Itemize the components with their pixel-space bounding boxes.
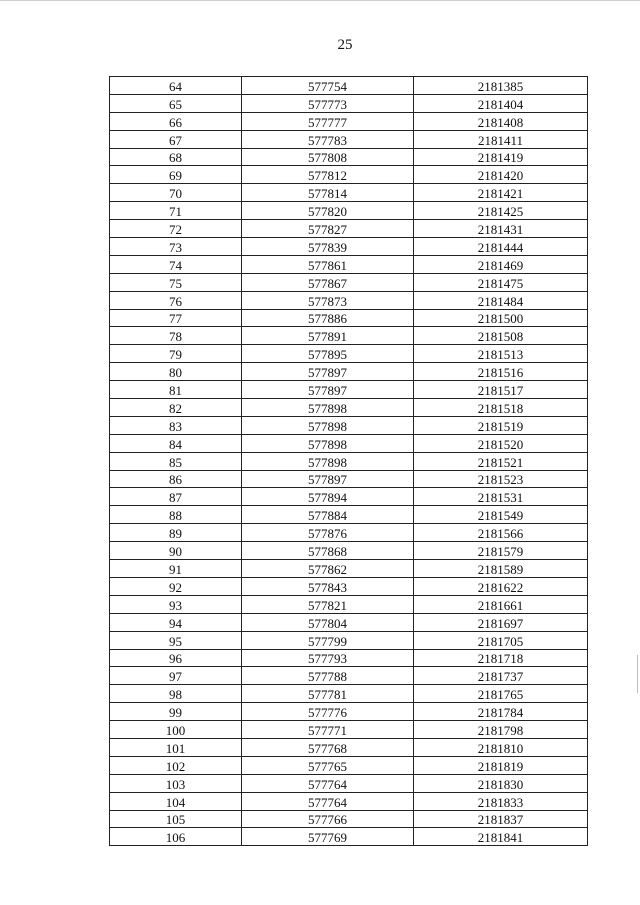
point-number-cell: 90 <box>110 542 242 560</box>
table-row <box>110 309 588 327</box>
x-coordinate-cell: 577769 <box>242 828 414 846</box>
table-row <box>110 649 588 667</box>
x-coordinate-cell: 577897 <box>242 381 414 399</box>
x-coordinate-cell: 577895 <box>242 345 414 363</box>
table-row <box>110 452 588 470</box>
table-row <box>110 774 588 792</box>
table-row <box>110 148 588 166</box>
point-number-cell: 79 <box>110 345 242 363</box>
x-coordinate-cell: 577771 <box>242 721 414 739</box>
x-coordinate-cell: 577764 <box>242 792 414 810</box>
table-row <box>110 345 588 363</box>
table-row <box>110 524 588 542</box>
table-row <box>110 613 588 631</box>
y-coordinate-cell: 2181765 <box>414 685 588 703</box>
point-number-cell: 91 <box>110 560 242 578</box>
point-number-cell: 75 <box>110 273 242 291</box>
x-coordinate-cell: 577804 <box>242 613 414 631</box>
y-coordinate-cell: 2181784 <box>414 703 588 721</box>
top-border-line <box>0 0 640 1</box>
point-number-cell: 93 <box>110 595 242 613</box>
x-coordinate-cell: 577876 <box>242 524 414 542</box>
y-coordinate-cell: 2181513 <box>414 345 588 363</box>
y-coordinate-cell: 2181419 <box>414 148 588 166</box>
y-coordinate-cell: 2181531 <box>414 488 588 506</box>
table-row <box>110 810 588 828</box>
point-number-cell: 69 <box>110 166 242 184</box>
table-row <box>110 470 588 488</box>
point-number-cell: 82 <box>110 399 242 417</box>
x-coordinate-cell: 577777 <box>242 112 414 130</box>
point-number-cell: 68 <box>110 148 242 166</box>
table-row <box>110 399 588 417</box>
table-row <box>110 488 588 506</box>
x-coordinate-cell: 577898 <box>242 434 414 452</box>
y-coordinate-cell: 2181411 <box>414 130 588 148</box>
y-coordinate-cell: 2181798 <box>414 721 588 739</box>
y-coordinate-cell: 2181579 <box>414 542 588 560</box>
page-number: 25 <box>337 37 353 53</box>
point-number-cell: 81 <box>110 381 242 399</box>
y-coordinate-cell: 2181420 <box>414 166 588 184</box>
y-coordinate-cell: 2181425 <box>414 202 588 220</box>
x-coordinate-cell: 577754 <box>242 77 414 95</box>
table-row <box>110 506 588 524</box>
table-row <box>110 703 588 721</box>
y-coordinate-cell: 2181444 <box>414 238 588 256</box>
point-number-cell: 67 <box>110 130 242 148</box>
y-coordinate-cell: 2181549 <box>414 506 588 524</box>
y-coordinate-cell: 2181520 <box>414 434 588 452</box>
x-coordinate-cell: 577897 <box>242 363 414 381</box>
point-number-cell: 83 <box>110 416 242 434</box>
point-number-cell: 64 <box>110 77 242 95</box>
point-number-cell: 103 <box>110 774 242 792</box>
x-coordinate-cell: 577867 <box>242 273 414 291</box>
x-coordinate-cell: 577765 <box>242 756 414 774</box>
y-coordinate-cell: 2181718 <box>414 649 588 667</box>
point-number-cell: 73 <box>110 238 242 256</box>
point-number-cell: 98 <box>110 685 242 703</box>
point-number-cell: 97 <box>110 667 242 685</box>
x-coordinate-cell: 577898 <box>242 452 414 470</box>
table-row <box>110 238 588 256</box>
x-coordinate-cell: 577873 <box>242 291 414 309</box>
point-number-cell: 65 <box>110 94 242 112</box>
table-row <box>110 542 588 560</box>
x-coordinate-cell: 577843 <box>242 577 414 595</box>
table-row <box>110 255 588 273</box>
point-number-cell: 106 <box>110 828 242 846</box>
y-coordinate-cell: 2181819 <box>414 756 588 774</box>
y-coordinate-cell: 2181484 <box>414 291 588 309</box>
point-number-cell: 105 <box>110 810 242 828</box>
y-coordinate-cell: 2181833 <box>414 792 588 810</box>
table-row <box>110 184 588 202</box>
point-number-cell: 77 <box>110 309 242 327</box>
y-coordinate-cell: 2181705 <box>414 631 588 649</box>
point-number-cell: 94 <box>110 613 242 631</box>
scan-edge-mark <box>637 655 638 693</box>
x-coordinate-cell: 577898 <box>242 399 414 417</box>
y-coordinate-cell: 2181837 <box>414 810 588 828</box>
x-coordinate-cell: 577820 <box>242 202 414 220</box>
x-coordinate-cell: 577886 <box>242 309 414 327</box>
x-coordinate-cell: 577897 <box>242 470 414 488</box>
x-coordinate-cell: 577812 <box>242 166 414 184</box>
table-row <box>110 416 588 434</box>
y-coordinate-cell: 2181589 <box>414 560 588 578</box>
point-number-cell: 89 <box>110 524 242 542</box>
x-coordinate-cell: 577793 <box>242 649 414 667</box>
y-coordinate-cell: 2181385 <box>414 77 588 95</box>
table-row <box>110 363 588 381</box>
table-row <box>110 667 588 685</box>
y-coordinate-cell: 2181622 <box>414 577 588 595</box>
y-coordinate-cell: 2181421 <box>414 184 588 202</box>
point-number-cell: 100 <box>110 721 242 739</box>
x-coordinate-cell: 577821 <box>242 595 414 613</box>
y-coordinate-cell: 2181518 <box>414 399 588 417</box>
x-coordinate-cell: 577894 <box>242 488 414 506</box>
y-coordinate-cell: 2181508 <box>414 327 588 345</box>
point-number-cell: 102 <box>110 756 242 774</box>
point-number-cell: 78 <box>110 327 242 345</box>
x-coordinate-cell: 577898 <box>242 416 414 434</box>
table-row <box>110 220 588 238</box>
point-number-cell: 92 <box>110 577 242 595</box>
table-row <box>110 112 588 130</box>
table-row <box>110 327 588 345</box>
table-row <box>110 94 588 112</box>
table-row <box>110 434 588 452</box>
x-coordinate-cell: 577839 <box>242 238 414 256</box>
y-coordinate-cell: 2181523 <box>414 470 588 488</box>
y-coordinate-cell: 2181519 <box>414 416 588 434</box>
point-number-cell: 70 <box>110 184 242 202</box>
table-row <box>110 77 588 95</box>
point-number-cell: 88 <box>110 506 242 524</box>
x-coordinate-cell: 577827 <box>242 220 414 238</box>
table-row <box>110 756 588 774</box>
point-number-cell: 66 <box>110 112 242 130</box>
y-coordinate-cell: 2181408 <box>414 112 588 130</box>
point-number-cell: 87 <box>110 488 242 506</box>
table-row <box>110 595 588 613</box>
point-number-cell: 85 <box>110 452 242 470</box>
point-number-cell: 104 <box>110 792 242 810</box>
point-number-cell: 80 <box>110 363 242 381</box>
y-coordinate-cell: 2181841 <box>414 828 588 846</box>
point-number-cell: 101 <box>110 738 242 756</box>
table-row <box>110 381 588 399</box>
point-number-cell: 95 <box>110 631 242 649</box>
table-row <box>110 560 588 578</box>
x-coordinate-cell: 577862 <box>242 560 414 578</box>
y-coordinate-cell: 2181830 <box>414 774 588 792</box>
point-number-cell: 76 <box>110 291 242 309</box>
table-row <box>110 792 588 810</box>
table-row <box>110 291 588 309</box>
x-coordinate-cell: 577884 <box>242 506 414 524</box>
coordinates-table <box>109 76 588 846</box>
y-coordinate-cell: 2181404 <box>414 94 588 112</box>
table-row <box>110 166 588 184</box>
x-coordinate-cell: 577773 <box>242 94 414 112</box>
y-coordinate-cell: 2181431 <box>414 220 588 238</box>
x-coordinate-cell: 577868 <box>242 542 414 560</box>
point-number-cell: 84 <box>110 434 242 452</box>
x-coordinate-cell: 577799 <box>242 631 414 649</box>
x-coordinate-cell: 577891 <box>242 327 414 345</box>
point-number-cell: 99 <box>110 703 242 721</box>
point-number-cell: 72 <box>110 220 242 238</box>
x-coordinate-cell: 577776 <box>242 703 414 721</box>
x-coordinate-cell: 577814 <box>242 184 414 202</box>
point-number-cell: 86 <box>110 470 242 488</box>
table-row <box>110 738 588 756</box>
x-coordinate-cell: 577783 <box>242 130 414 148</box>
table-row <box>110 685 588 703</box>
y-coordinate-cell: 2181517 <box>414 381 588 399</box>
table-row <box>110 828 588 846</box>
table-row <box>110 273 588 291</box>
point-number-cell: 74 <box>110 255 242 273</box>
y-coordinate-cell: 2181469 <box>414 255 588 273</box>
y-coordinate-cell: 2181516 <box>414 363 588 381</box>
y-coordinate-cell: 2181697 <box>414 613 588 631</box>
x-coordinate-cell: 577766 <box>242 810 414 828</box>
table-row <box>110 577 588 595</box>
x-coordinate-cell: 577781 <box>242 685 414 703</box>
point-number-cell: 71 <box>110 202 242 220</box>
point-number-cell: 96 <box>110 649 242 667</box>
y-coordinate-cell: 2181521 <box>414 452 588 470</box>
x-coordinate-cell: 577808 <box>242 148 414 166</box>
table-row <box>110 202 588 220</box>
coordinates-table-body <box>110 77 588 846</box>
table-row <box>110 721 588 739</box>
y-coordinate-cell: 2181566 <box>414 524 588 542</box>
y-coordinate-cell: 2181475 <box>414 273 588 291</box>
x-coordinate-cell: 577861 <box>242 255 414 273</box>
table-row <box>110 631 588 649</box>
y-coordinate-cell: 2181737 <box>414 667 588 685</box>
x-coordinate-cell: 577788 <box>242 667 414 685</box>
x-coordinate-cell: 577764 <box>242 774 414 792</box>
x-coordinate-cell: 577768 <box>242 738 414 756</box>
y-coordinate-cell: 2181661 <box>414 595 588 613</box>
table-row <box>110 130 588 148</box>
y-coordinate-cell: 2181810 <box>414 738 588 756</box>
y-coordinate-cell: 2181500 <box>414 309 588 327</box>
